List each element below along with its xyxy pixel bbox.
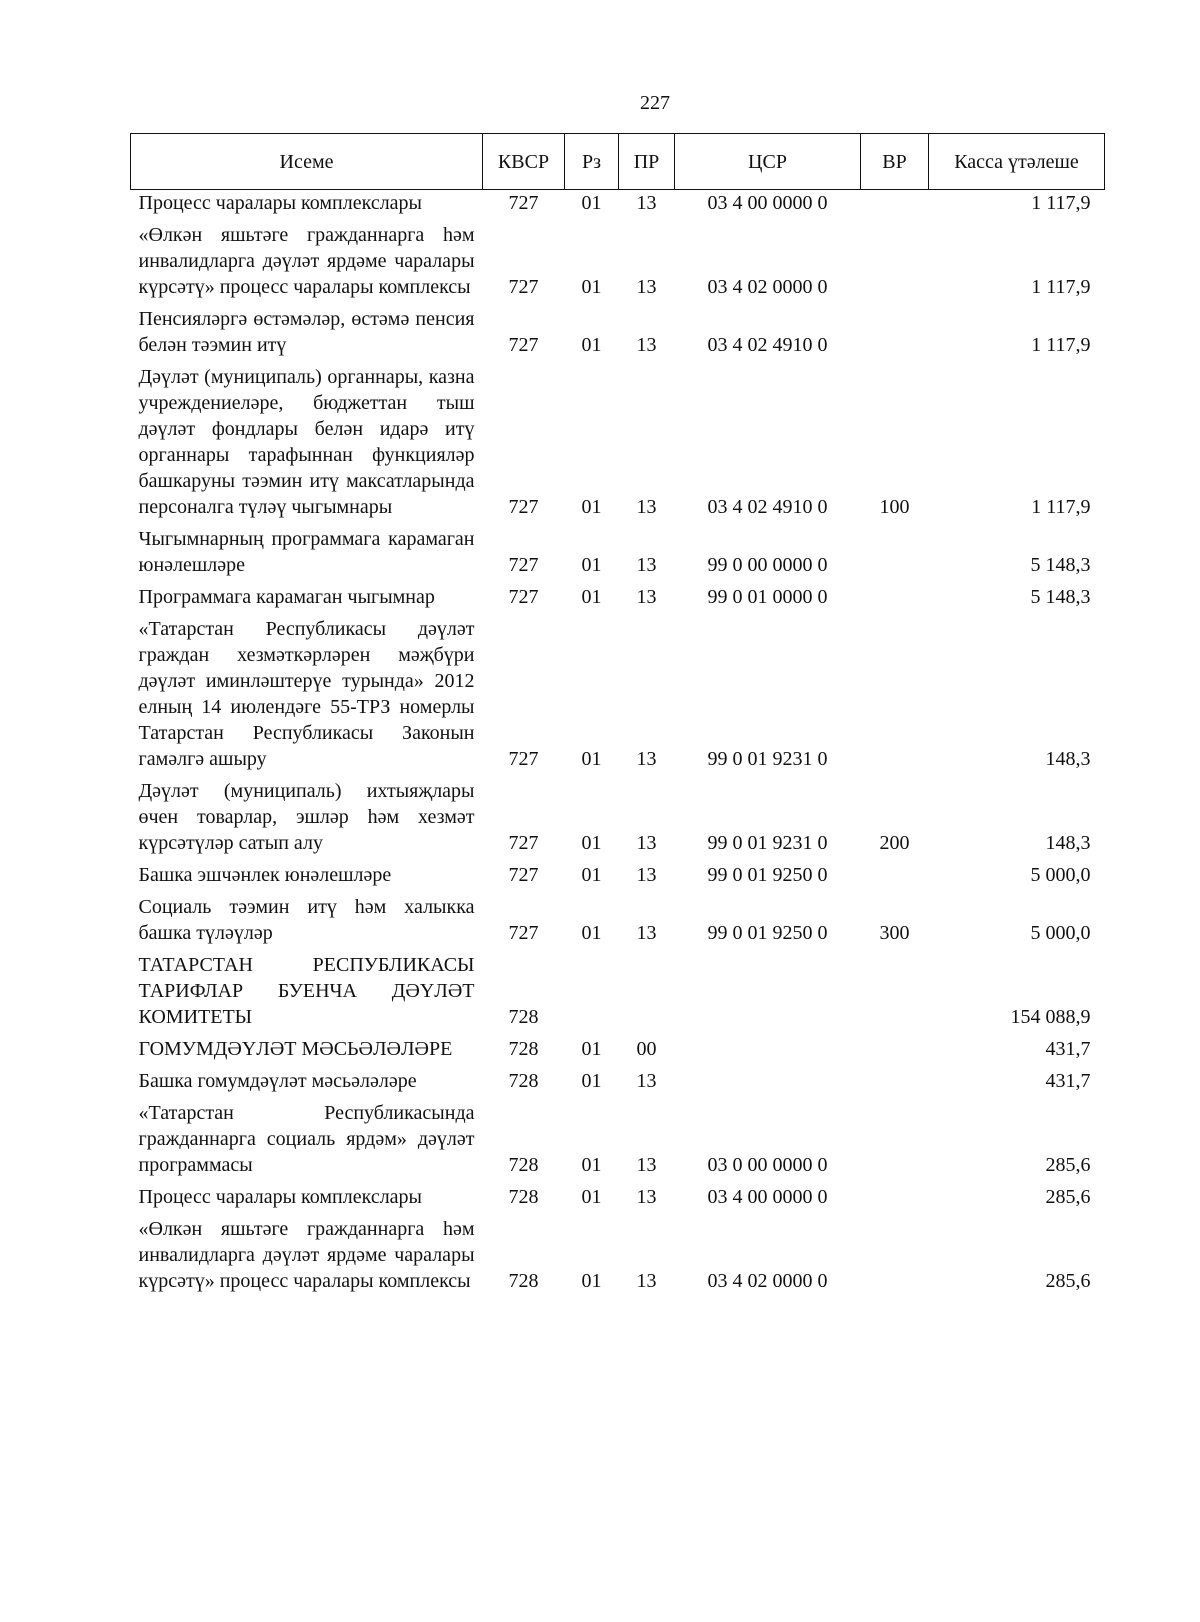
header-pr: ПР: [619, 134, 675, 190]
cell-csr: 99 0 01 9250 0: [707, 922, 828, 944]
cell-amount: 5 148,3: [1030, 586, 1091, 608]
cell-rz: 01: [581, 1038, 602, 1060]
cell-rz: 01: [581, 192, 602, 214]
cell-name: Дәүләт (муниципаль) ихтыяҗлары өчен товарлар, эшләр һәм хезмәт күрсәтүләр сатып алу: [138, 780, 475, 854]
cell-name: Чыгымнарның программага карамаган юнәлешләре: [138, 528, 475, 576]
cell-name: Процесс чаралары комплекслары: [138, 192, 422, 214]
cell-name: «Өлкән яшьтәге гражданнарга һәм инвалидларга дәүләт ярдәме чаралары күрсәтү» процесс чаралары комплексы: [138, 224, 475, 298]
cell-name: Дәүләт (муниципаль) органнары, казна учреждениеләре, бюджеттан тыш дәүләт фондлары белән идарә итү органнары тарафыннан функцияләр башкаруны тәэмин итү максатларында персоналга түләү чыгымнары: [138, 366, 475, 518]
cell-amount: 154 088,9: [1010, 1006, 1091, 1028]
cell-rz: 01: [581, 1154, 602, 1176]
cell-csr: 03 4 02 0000 0: [707, 276, 828, 298]
cell-vr: [861, 1032, 929, 1064]
cell-kvsr: 727: [508, 192, 539, 214]
cell-name: Программага карамаган чыгымнар: [138, 586, 435, 608]
cell-kvsr: 728: [508, 1038, 539, 1060]
cell-csr: 03 4 00 0000 0: [707, 1186, 828, 1208]
cell-pr: 13: [636, 192, 657, 214]
cell-vr: 300: [879, 922, 910, 944]
cell-rz: 01: [581, 1186, 602, 1208]
cell-vr: [861, 1180, 929, 1212]
cell-amount: 285,6: [1045, 1186, 1091, 1208]
cell-amount: 148,3: [1045, 832, 1091, 854]
cell-amount: 1 117,9: [1031, 496, 1091, 518]
table-row: [131, 360, 1105, 522]
cell-kvsr: 728: [508, 1070, 539, 1092]
cell-kvsr: 727: [508, 586, 539, 608]
cell-amount: 148,3: [1045, 748, 1091, 770]
cell-amount: 5 148,3: [1030, 554, 1091, 576]
cell-vr: [861, 1212, 929, 1296]
cell-pr: 13: [636, 554, 657, 576]
cell-amount: 285,6: [1045, 1154, 1091, 1176]
table-row: [131, 774, 1105, 858]
cell-name: ТАТАРСТАН РЕСПУБЛИКАСЫ ТАРИФЛАР БУЕНЧА ДӘҮЛӘТ КОМИТЕТЫ: [138, 954, 475, 1028]
cell-rz: 01: [581, 1270, 602, 1292]
table-row: [131, 1180, 1105, 1212]
cell-rz: 01: [581, 586, 602, 608]
cell-name: «Өлкән яшьтәге гражданнарга һәм инвалидларга дәүләт ярдәме чаралары күрсәтү» процесс чаралары комплексы: [138, 1218, 475, 1292]
cell-vr: [861, 1096, 929, 1180]
header-name: Исеме: [131, 134, 483, 190]
cell-amount: 1 117,9: [1031, 334, 1091, 356]
cell-csr: 03 4 02 4910 0: [707, 334, 828, 356]
cell-amount: 285,6: [1045, 1270, 1091, 1292]
table-row: [131, 890, 1105, 948]
cell-vr: [861, 218, 929, 302]
cell-csr: 99 0 00 0000 0: [707, 554, 828, 576]
cell-csr: [675, 1032, 861, 1064]
cell-kvsr: 727: [508, 832, 539, 854]
header-vr: ВР: [861, 134, 929, 190]
table-row: [131, 1032, 1105, 1064]
cell-vr: [861, 522, 929, 580]
cell-pr: 13: [636, 1270, 657, 1292]
cell-name: ГОМУМДӘҮЛӘТ МӘСЬӘЛӘЛӘРЕ: [138, 1038, 453, 1060]
cell-rz: 01: [581, 1070, 602, 1092]
cell-amount: 1 117,9: [1031, 276, 1091, 298]
cell-csr: 03 0 00 0000 0: [707, 1154, 828, 1176]
cell-kvsr: 727: [508, 748, 539, 770]
cell-csr: [675, 1064, 861, 1096]
cell-name: Процесс чаралары комплекслары: [138, 1186, 422, 1208]
cell-rz: [565, 948, 619, 1032]
cell-csr: 03 4 02 0000 0: [707, 1270, 828, 1292]
cell-csr: 03 4 02 4910 0: [707, 496, 828, 518]
cell-csr: 99 0 01 9250 0: [707, 864, 828, 886]
cell-kvsr: 728: [508, 1270, 539, 1292]
page-number: 227: [640, 92, 670, 114]
cell-pr: 13: [636, 1070, 657, 1092]
table-row: [131, 190, 1105, 219]
header-amount: Касса үтәлеше: [929, 134, 1105, 190]
cell-kvsr: 727: [508, 554, 539, 576]
cell-csr: 03 4 00 0000 0: [707, 192, 828, 214]
cell-amount: 5 000,0: [1030, 922, 1091, 944]
cell-vr: [861, 190, 929, 219]
cell-pr: 13: [636, 748, 657, 770]
cell-kvsr: 727: [508, 276, 539, 298]
cell-name: Башка эшчәнлек юнәлешләре: [138, 864, 392, 886]
cell-rz: 01: [581, 554, 602, 576]
cell-vr: 200: [879, 832, 910, 854]
cell-pr: 13: [636, 922, 657, 944]
cell-csr: 99 0 01 9231 0: [707, 832, 828, 854]
cell-pr: 13: [636, 586, 657, 608]
cell-pr: 00: [636, 1038, 657, 1060]
cell-kvsr: 728: [508, 1006, 539, 1028]
table-row: [131, 302, 1105, 360]
cell-pr: 13: [636, 1186, 657, 1208]
cell-pr: 13: [636, 864, 657, 886]
cell-vr: [861, 858, 929, 890]
cell-vr: [861, 612, 929, 774]
table-body: [131, 190, 1105, 1297]
table-row: [131, 580, 1105, 612]
budget-table: [130, 133, 1105, 1296]
cell-name: Башка гомумдәүләт мәсьәләләре: [138, 1070, 417, 1092]
cell-csr: [675, 948, 861, 1032]
cell-name: Социаль тәэмин итү һәм халыкка башка түләүләр: [138, 896, 475, 944]
table-row: [131, 1064, 1105, 1096]
cell-pr: 13: [636, 334, 657, 356]
cell-rz: 01: [581, 276, 602, 298]
cell-pr: 13: [636, 496, 657, 518]
cell-rz: 01: [581, 864, 602, 886]
cell-name: Пенсияләргә өстәмәләр, өстәмә пенсия белән тәэмин итү: [138, 308, 475, 356]
table-row: [131, 858, 1105, 890]
table-row: [131, 948, 1105, 1032]
table-row: [131, 612, 1105, 774]
cell-name: «Татарстан Республикасы дәүләт граждан хезмәткәрләрен мәҗбүри дәүләт иминләштерүе турында» 2012 елның 14 июлендәге 55-ТРЗ номерлы Татарстан Республикасы Законын гамәлгә ашыру: [138, 618, 475, 770]
cell-vr: [861, 948, 929, 1032]
cell-pr: [619, 948, 675, 1032]
cell-amount: 431,7: [1045, 1038, 1091, 1060]
header-rz: Рз: [565, 134, 619, 190]
cell-rz: 01: [581, 496, 602, 518]
table-row: [131, 218, 1105, 302]
header-kvsr: КВСР: [483, 134, 565, 190]
table-row: [131, 1212, 1105, 1296]
table-row: [131, 522, 1105, 580]
cell-amount: 5 000,0: [1030, 864, 1091, 886]
cell-name: «Татарстан Республикасында гражданнарга социаль ярдәм» дәүләт программасы: [138, 1102, 475, 1176]
cell-amount: 1 117,9: [1031, 192, 1091, 214]
cell-kvsr: 727: [508, 922, 539, 944]
cell-kvsr: 728: [508, 1186, 539, 1208]
cell-csr: 99 0 01 0000 0: [707, 586, 828, 608]
table-header-row: [131, 134, 1105, 190]
cell-amount: 431,7: [1045, 1070, 1091, 1092]
cell-csr: 99 0 01 9231 0: [707, 748, 828, 770]
cell-vr: [861, 580, 929, 612]
cell-vr: 100: [879, 496, 910, 518]
cell-kvsr: 728: [508, 1154, 539, 1176]
cell-pr: 13: [636, 1154, 657, 1176]
cell-rz: 01: [581, 334, 602, 356]
cell-kvsr: 727: [508, 334, 539, 356]
cell-rz: 01: [581, 922, 602, 944]
cell-rz: 01: [581, 748, 602, 770]
cell-rz: 01: [581, 832, 602, 854]
cell-vr: [861, 1064, 929, 1096]
cell-kvsr: 727: [508, 496, 539, 518]
cell-pr: 13: [636, 276, 657, 298]
cell-kvsr: 727: [508, 864, 539, 886]
table-row: [131, 1096, 1105, 1180]
cell-vr: [861, 302, 929, 360]
cell-pr: 13: [636, 832, 657, 854]
header-csr: ЦСР: [675, 134, 861, 190]
